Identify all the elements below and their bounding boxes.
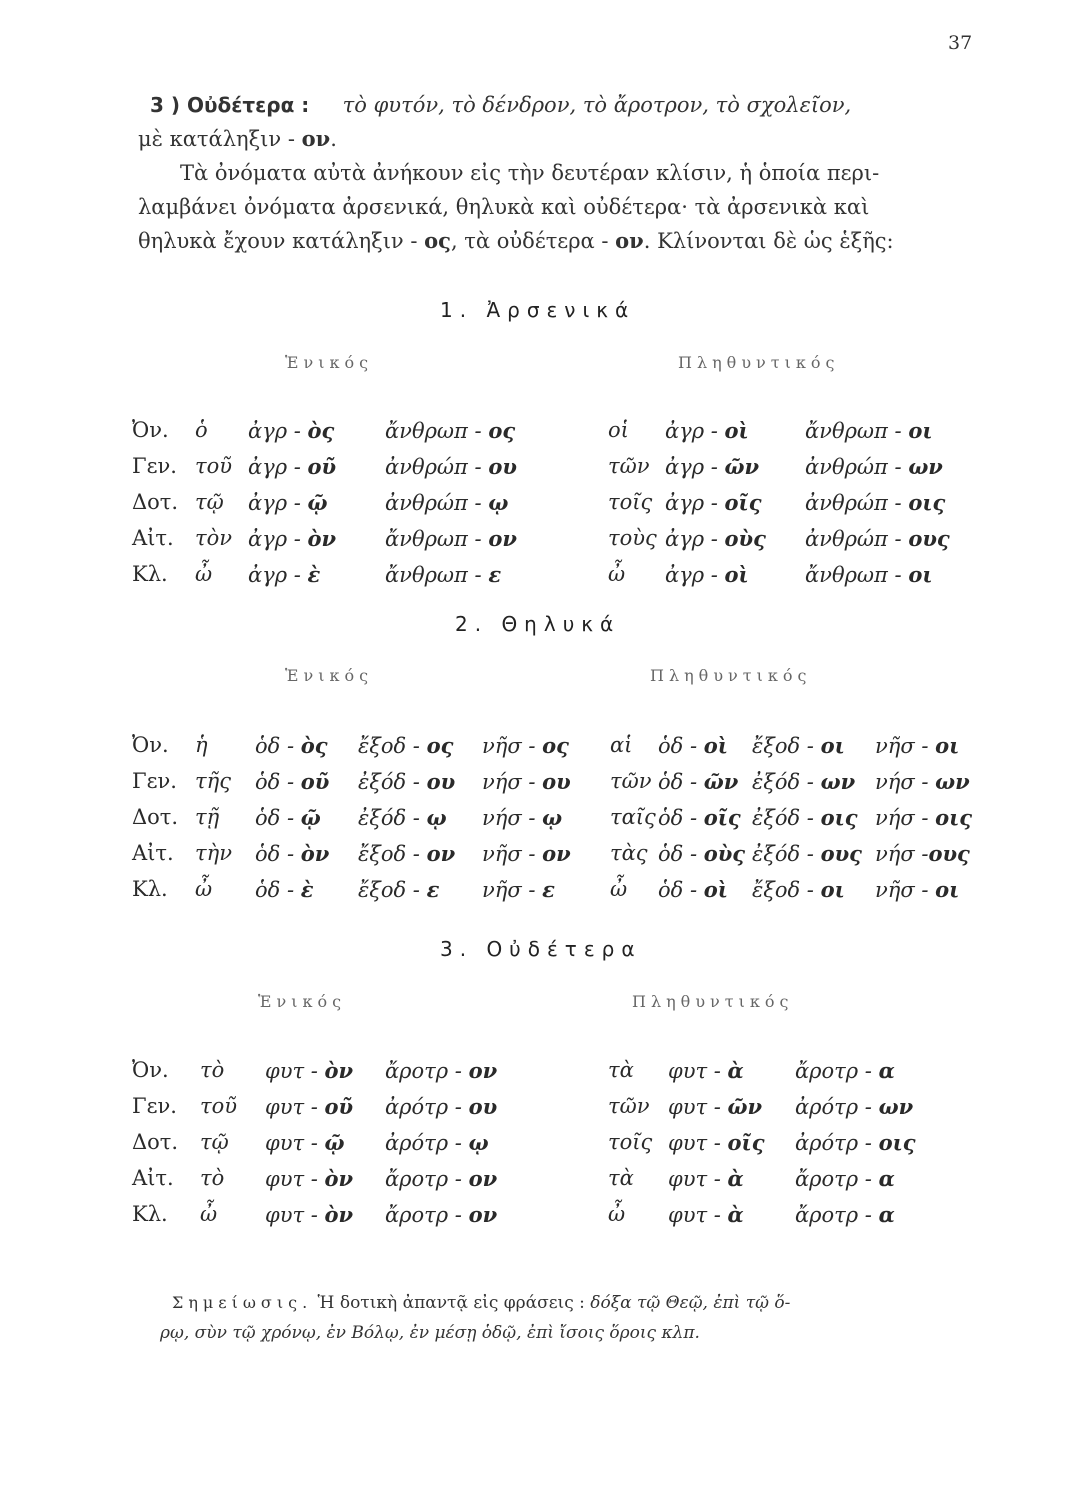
- case-label: Δοτ.: [132, 805, 179, 829]
- declension-form: ὁδ - ὸν: [255, 841, 330, 866]
- declension-form: ἄροτρ - α: [795, 1166, 895, 1191]
- article-singular: τὸν: [195, 526, 233, 550]
- article-plural: τὰς: [610, 841, 648, 865]
- section-3-plural: Πληθυντικός: [632, 992, 794, 1011]
- section-3-title: 3. Οὐδέτερα: [440, 937, 642, 961]
- case-label: Δοτ.: [132, 490, 179, 514]
- declension-form: ἀνθρώπ - ῳ: [385, 490, 509, 515]
- declension-form: φυτ - ὸν: [265, 1166, 354, 1191]
- declension-form: ἀρότρ - ου: [385, 1094, 498, 1119]
- article-singular: ἡ: [195, 733, 208, 757]
- intro-p2-line-2: λαμβάνει ὀνόματα ἀρσενικά, θηλυκὰ καὶ οὐδέτερα· τὰ ἀρσενικὰ καὶ: [138, 195, 870, 219]
- declension-form: ὁδ - ὸς: [255, 733, 328, 758]
- declension-form: ἔξοδ - ος: [358, 733, 454, 758]
- declension-form: ἀρότρ - οις: [795, 1130, 916, 1155]
- article-singular: τῷ: [200, 1130, 229, 1154]
- article-singular: ὦ: [195, 562, 213, 586]
- neuter-examples: τὸ φυτόν, τὸ δένδρον, τὸ ἄροτρον, τὸ σχολεῖον,: [342, 93, 852, 117]
- declension-form: ὁδ - ῷ: [255, 805, 321, 830]
- declension-form: ἀγρ - οῦ: [248, 454, 337, 479]
- declension-form: ἄνθρωπ - ε: [385, 562, 502, 587]
- declension-form: ἀγρ - ῶν: [665, 454, 760, 479]
- article-singular: τῆς: [195, 769, 231, 793]
- section-1-plural: Πληθυντικός: [678, 353, 840, 372]
- article-plural: τοὺς: [608, 526, 657, 550]
- section-2-plural: Πληθυντικός: [650, 666, 812, 685]
- declension-form: ὁδ - οὺς: [658, 841, 746, 866]
- intro-line-2-text: μὲ κατάληξιν -: [138, 127, 302, 151]
- declension-form: ἔξοδ - ε: [358, 877, 440, 902]
- intro-p2-l3-e: . Κλίνονται δὲ ὡς ἑξῆς:: [643, 229, 894, 253]
- article-singular: τοῦ: [200, 1094, 238, 1118]
- article-singular: τῇ: [195, 805, 220, 829]
- declension-form: ἄνθρωπ - οι: [805, 562, 933, 587]
- article-singular: ὦ: [195, 877, 213, 901]
- neuter-label: 3 ) Οὐδέτερα :: [150, 93, 310, 117]
- footnote-text-c: ρῳ, σὺν τῷ χρόνῳ, ἐν Βόλῳ, ἐν μέσῃ ὁδῷ, ἐπὶ ἴσοις ὅροις κλπ.: [160, 1323, 700, 1343]
- case-label: Γεν.: [132, 1094, 177, 1118]
- declension-form: ἄροτρ - ον: [385, 1058, 498, 1083]
- article-singular: ὦ: [200, 1202, 218, 1226]
- declension-form: φυτ - ὰ: [668, 1058, 744, 1083]
- page-number: 37: [948, 32, 973, 54]
- section-1-title: 1. Ἀρσενικά: [440, 298, 636, 322]
- declension-form: ἄροτρ - ον: [385, 1166, 498, 1191]
- declension-form: ὁδ - οῖς: [658, 805, 741, 830]
- footnote: [160, 1288, 982, 1348]
- case-label: Ὀν.: [132, 1058, 169, 1082]
- case-label: Κλ.: [132, 877, 168, 901]
- declension-form: φυτ - ὰ: [668, 1202, 744, 1227]
- article-plural: ὦ: [610, 877, 628, 901]
- article-plural: ὦ: [608, 1202, 626, 1226]
- intro-p2-line-3: [138, 224, 980, 258]
- declension-form: ἀρότρ - ῳ: [385, 1130, 489, 1155]
- declension-form: ἐξόδ - ους: [752, 841, 862, 866]
- intro-p2-l3-c: , τὰ οὐδέτερα -: [450, 229, 616, 253]
- declension-form: ἔξοδ - ον: [358, 841, 456, 866]
- article-plural: ὦ: [608, 562, 626, 586]
- declension-form: ἀγρ - ὲ: [248, 562, 321, 587]
- declension-form: ἐξόδ - ῳ: [358, 805, 447, 830]
- declension-form: νῆσ - ος: [482, 733, 569, 758]
- article-plural: τῶν: [610, 769, 652, 793]
- intro-paragraph: [138, 88, 980, 258]
- declension-form: ἀνθρώπ - ου: [385, 454, 517, 479]
- declension-form: ἐξόδ - ου: [358, 769, 456, 794]
- intro-line-1: [150, 88, 980, 122]
- declension-form: νῆσ - οι: [875, 877, 960, 902]
- intro-line-2-ending: ον: [301, 126, 331, 151]
- article-plural: αἱ: [610, 733, 633, 757]
- case-label: Γεν.: [132, 454, 177, 478]
- declension-form: ἀνθρώπ - οις: [805, 490, 946, 515]
- declension-form: νήσ - οις: [875, 805, 973, 830]
- declension-form: ἄροτρ - α: [795, 1058, 895, 1083]
- declension-form: ἄροτρ - α: [795, 1202, 895, 1227]
- declension-form: ἀγρ - ὸν: [248, 526, 337, 551]
- declension-form: φυτ - οῦ: [265, 1094, 354, 1119]
- intro-line-2: μὲ κατάληξιν - ον.: [138, 126, 337, 151]
- declension-form: ἐξόδ - ων: [752, 769, 856, 794]
- declension-form: νῆσ - οι: [875, 733, 960, 758]
- case-label: Γεν.: [132, 769, 177, 793]
- section-3-singular: Ἑνικός: [258, 992, 347, 1011]
- section-2-singular: Ἑνικός: [285, 666, 374, 685]
- declension-form: ὁδ - οὶ: [658, 877, 728, 902]
- footnote-label: Σημείωσις.: [172, 1293, 313, 1312]
- article-plural: τῶν: [608, 454, 650, 478]
- article-singular: τὴν: [195, 841, 232, 865]
- declension-form: ἀνθρώπ - ων: [805, 454, 943, 479]
- declension-form: νήσ -ους: [875, 841, 970, 866]
- declension-form: ἀγρ - οὶ: [665, 562, 749, 587]
- declension-form: ἐξόδ - οις: [752, 805, 858, 830]
- declension-form: φυτ - ῷ: [265, 1130, 345, 1155]
- article-plural: τοῖς: [608, 490, 653, 514]
- article-plural: τὰ: [608, 1058, 634, 1082]
- declension-form: φυτ - ῶν: [668, 1094, 763, 1119]
- article-plural: τῶν: [608, 1094, 650, 1118]
- declension-form: φυτ - ὸν: [265, 1202, 354, 1227]
- article-plural: ταῖς: [610, 805, 656, 829]
- intro-p2-line-1: Τὰ ὀνόματα αὐτὰ ἀνήκουν εἰς τὴν δευτέραν κλίσιν, ἡ ὁποία περι-: [180, 161, 880, 185]
- case-label: Ὀν.: [132, 733, 169, 757]
- declension-form: ἄνθρωπ - ος: [385, 418, 516, 443]
- declension-form: νήσ - ου: [482, 769, 571, 794]
- declension-form: ἄνθρωπ - ον: [385, 526, 517, 551]
- declension-form: φυτ - ὰ: [668, 1166, 744, 1191]
- declension-form: ἀγρ - οῖς: [665, 490, 762, 515]
- declension-form: ἀρότρ - ων: [795, 1094, 914, 1119]
- intro-p2-l3-d: ον: [615, 228, 644, 253]
- declension-form: ὁδ - ὲ: [255, 877, 314, 902]
- declension-form: ὁδ - οῦ: [255, 769, 330, 794]
- section-2-title: 2. Θηλυκά: [455, 612, 621, 636]
- declension-form: ὁδ - οὶ: [658, 733, 728, 758]
- declension-form: ἀγρ - οὺς: [665, 526, 766, 551]
- declension-form: ἀγρ - ὸς: [248, 418, 335, 443]
- intro-p2-l3-a: θηλυκὰ ἔχουν κατάληξιν -: [138, 229, 425, 253]
- declension-form: ἀγρ - ῷ: [248, 490, 328, 515]
- case-label: Δοτ.: [132, 1130, 179, 1154]
- footnote-text-b: δόξα τῷ Θεῷ, ἐπὶ τῷ ὅ-: [590, 1293, 791, 1313]
- article-plural: οἱ: [608, 418, 629, 442]
- declension-form: ἔξοδ - οι: [752, 733, 845, 758]
- case-label: Ὀν.: [132, 418, 169, 442]
- declension-form: ἄροτρ - ον: [385, 1202, 498, 1227]
- declension-form: νῆσ - ε: [482, 877, 555, 902]
- article-plural: τὰ: [608, 1166, 634, 1190]
- case-label: Αἰτ.: [132, 841, 174, 865]
- article-singular: τῷ: [195, 490, 224, 514]
- declension-form: νήσ - ων: [875, 769, 970, 794]
- article-singular: ὁ: [195, 418, 208, 442]
- article-singular: τὸ: [200, 1166, 225, 1190]
- article-singular: τὸ: [200, 1058, 225, 1082]
- declension-form: ὁδ - ῶν: [658, 769, 739, 794]
- declension-form: νήσ - ῳ: [482, 805, 563, 830]
- declension-form: νῆσ - ον: [482, 841, 571, 866]
- footnote-text-a: Ἡ δοτικὴ ἀπαντᾷ εἰς φράσεις :: [312, 1293, 591, 1313]
- declension-form: φυτ - ὸν: [265, 1058, 354, 1083]
- article-plural: τοῖς: [608, 1130, 653, 1154]
- declension-form: ἀνθρώπ - ους: [805, 526, 950, 551]
- intro-p2-l3-b: ος: [424, 228, 451, 253]
- section-1-singular: Ἑνικός: [285, 353, 374, 372]
- declension-form: ἔξοδ - οι: [752, 877, 845, 902]
- case-label: Αἰτ.: [132, 1166, 174, 1190]
- article-singular: τοῦ: [195, 454, 233, 478]
- case-label: Κλ.: [132, 1202, 168, 1226]
- declension-form: φυτ - οῖς: [668, 1130, 765, 1155]
- declension-form: ἀγρ - οὶ: [665, 418, 749, 443]
- case-label: Κλ.: [132, 562, 168, 586]
- case-label: Αἰτ.: [132, 526, 174, 550]
- declension-form: ἄνθρωπ - οι: [805, 418, 933, 443]
